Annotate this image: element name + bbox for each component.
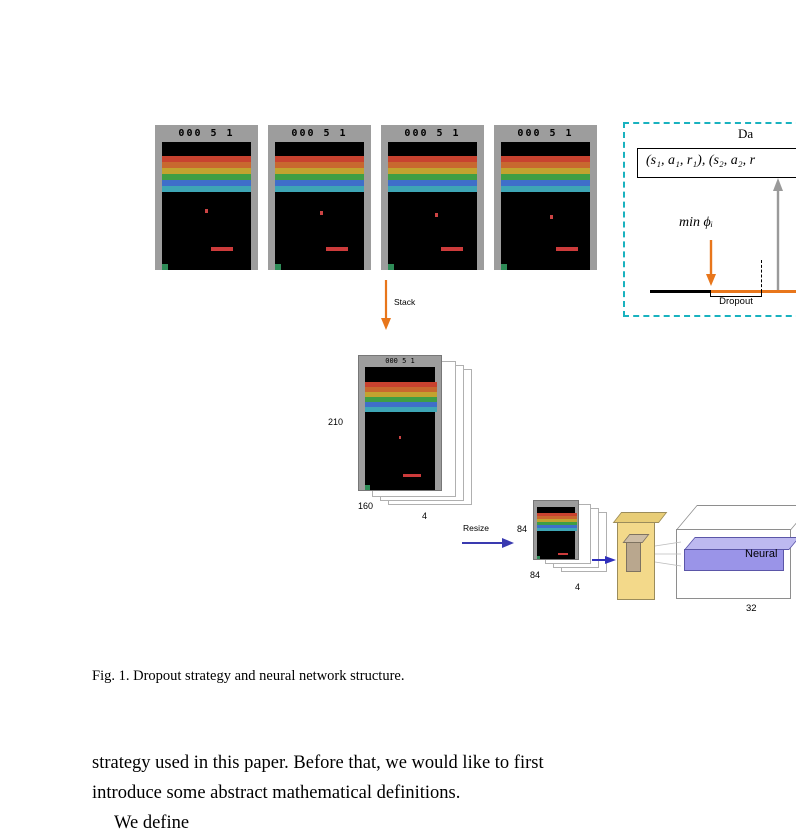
resize-arrow-label: Resize	[463, 523, 489, 533]
resize-arrow	[460, 525, 520, 553]
sampling-up-arrow-icon	[772, 178, 784, 290]
small-depth-label-4: 4	[575, 582, 581, 592]
atari-frame	[381, 125, 484, 270]
stack-arrow-icon	[378, 280, 438, 335]
paddle	[326, 247, 348, 251]
small-height-label-84: 84	[517, 524, 528, 534]
wall-right	[435, 356, 441, 490]
stack-front-frame	[358, 355, 442, 491]
wall-left	[494, 125, 501, 270]
brick-row	[275, 186, 364, 192]
dropout-down-arrow	[705, 240, 717, 288]
ball	[205, 209, 208, 213]
dropout-down-arrow-icon	[705, 240, 717, 288]
figure-caption: Fig. 1. Dropout strategy and neural network structure.	[92, 668, 405, 684]
corner-marker	[162, 264, 168, 270]
score-text: 000 5 1	[404, 128, 461, 139]
stack-arrow	[378, 280, 438, 335]
atari-frame	[155, 125, 258, 270]
height-label-210: 210	[328, 417, 344, 427]
depth-label-4: 4	[422, 511, 428, 521]
paddle	[403, 474, 421, 477]
conv-arrow-icon	[592, 555, 618, 565]
brick-row	[388, 186, 477, 192]
brick-row	[162, 186, 251, 192]
figure-1	[0, 100, 796, 614]
conv-kernel	[626, 542, 641, 572]
paddle	[556, 247, 578, 251]
wall-left	[381, 125, 388, 270]
paddle	[441, 247, 463, 251]
sampling-up-arrow	[772, 178, 784, 290]
atari-frames-row	[155, 125, 595, 270]
body-line-1: strategy used in this paper. Before that, we would like to first	[92, 753, 544, 773]
small-width-label-84: 84	[530, 570, 541, 580]
body-paragraph	[92, 748, 796, 838]
min-phi-expression	[679, 215, 713, 231]
body-line-2: introduce some abstract mathematical definitions.	[92, 783, 461, 803]
score-text: 000 5 1	[178, 128, 235, 139]
wall-left	[155, 125, 162, 270]
ball	[550, 215, 553, 219]
ball	[435, 213, 438, 217]
corner-marker	[388, 264, 394, 270]
min-phi-text: min ϕᵢ	[679, 215, 713, 230]
paddle	[558, 553, 568, 555]
corner-marker	[275, 264, 281, 270]
corner-marker	[365, 485, 370, 490]
corner-marker	[501, 264, 507, 270]
brick-row	[501, 186, 590, 192]
dropout-panel-title: Da	[738, 126, 754, 141]
brick-row	[365, 407, 437, 412]
conv-connector-lines	[655, 540, 685, 570]
dropout-label: Dropout	[719, 296, 753, 307]
cube-top-face	[676, 505, 796, 530]
threshold-dashed-line	[761, 260, 762, 292]
wall-right	[364, 125, 371, 270]
score-text: 000 5 1	[517, 128, 574, 139]
wall-right	[251, 125, 258, 270]
conv-arrow	[592, 552, 618, 562]
small-front-frame	[533, 500, 579, 560]
score-text: 000 5 1	[385, 357, 415, 365]
wall-left	[359, 356, 365, 490]
atari-frame	[494, 125, 597, 270]
brick-row	[537, 528, 577, 531]
ball	[320, 211, 323, 215]
corner-marker	[537, 556, 540, 559]
replay-tuple-text: (s₁, a₁, r₁), (s₂, a₂, r	[646, 153, 756, 168]
score-bar	[534, 501, 578, 507]
wall-right	[477, 125, 484, 270]
body-line-3: We define	[114, 813, 190, 833]
stack-arrow-label: Stack	[394, 297, 416, 307]
resize-arrow-icon	[460, 535, 520, 563]
score-text: 000 5 1	[291, 128, 348, 139]
atari-frame	[268, 125, 371, 270]
paddle	[211, 247, 233, 251]
network-caption: Neural	[745, 548, 778, 560]
width-label-160: 160	[358, 501, 374, 511]
wall-left	[268, 125, 275, 270]
feature-map-block-32	[676, 505, 796, 615]
ball	[399, 436, 401, 439]
channel-count-label: 32	[746, 603, 757, 614]
wall-right	[590, 125, 597, 270]
stacked-frames-210x160x4	[328, 355, 480, 521]
replay-tuple-box	[637, 148, 796, 178]
